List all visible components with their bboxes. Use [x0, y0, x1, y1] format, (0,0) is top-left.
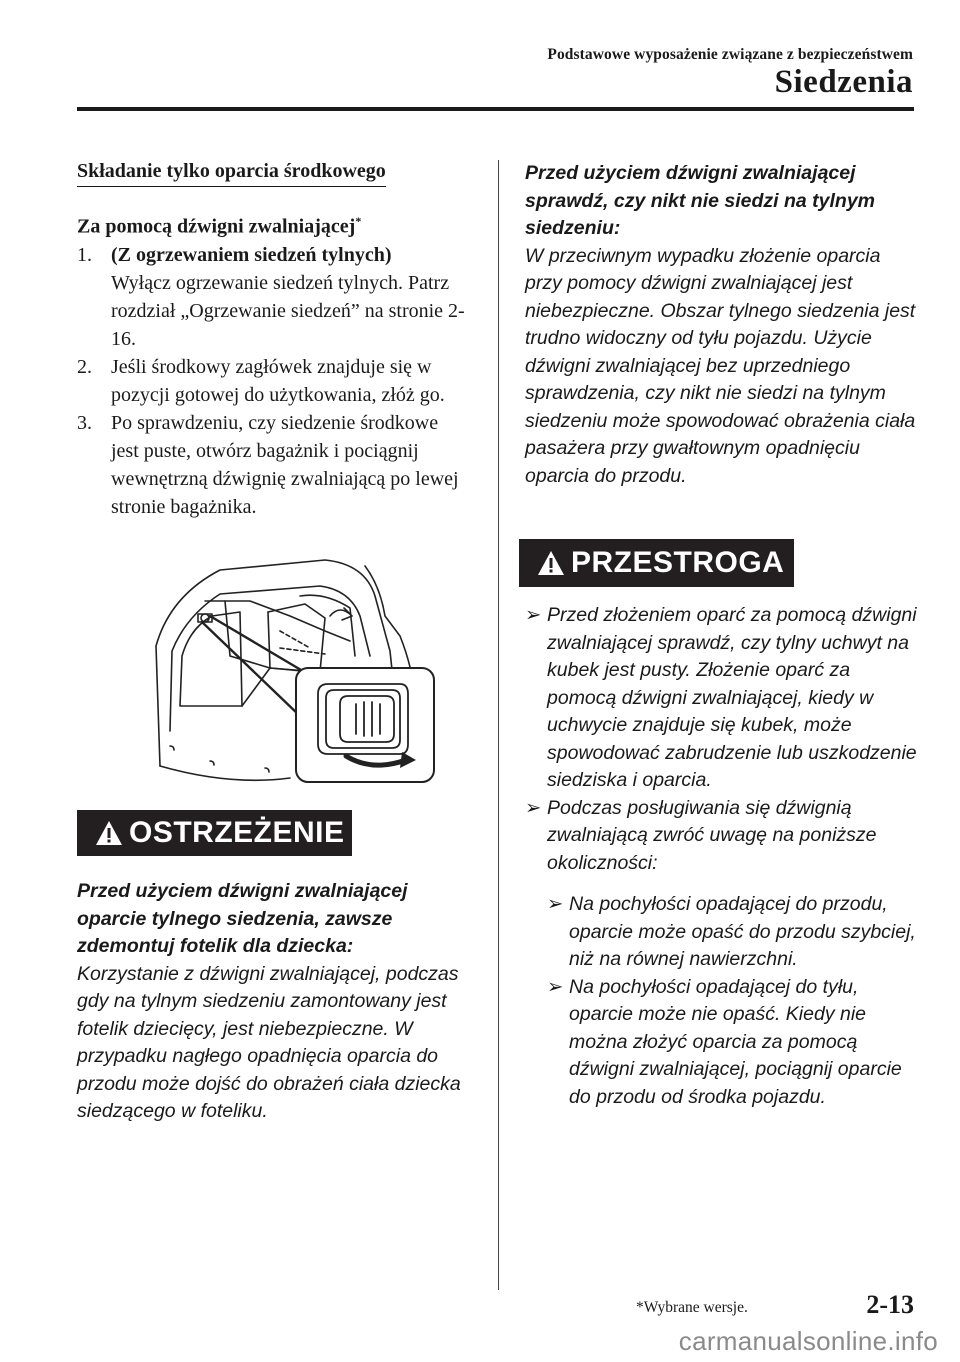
warning-heading: Przed użyciem dźwigni zwalniającej sprawdź, czy nikt nie siedzi na tylnym siedzeniu: [525, 162, 876, 239]
optional-equipment-mark: * [355, 214, 362, 228]
arrow-bullet-icon: ➢ [547, 975, 564, 998]
caution-sub-item-text: Na pochyłości opadającej do przodu, oparcie może opaść do przodu szybciej, niż na równej nawierzchni. [569, 893, 916, 970]
warning-label: OSTRZEŻENIE [129, 816, 345, 849]
trunk-release-lever-illustration [150, 556, 438, 788]
step-condition: (Z ogrzewaniem siedzeń tylnych) [111, 243, 392, 266]
running-header-title: Siedzenia [774, 64, 913, 100]
step-number: 3. [77, 411, 92, 434]
step-body: Wyłącz ogrzewanie siedzeń tylnych. Patrz rozdział „Ogrzewanie siedzeń” na stronie 2-16. [111, 271, 465, 350]
running-header-subtitle: Podstawowe wyposażenie związane z bezpieczeństwem [547, 46, 913, 63]
caution-item-text: Podczas posługiwania się dźwignią zwalniającą zwróć uwagę na poniższe okoliczności: [547, 796, 877, 874]
warning-body: Korzystanie z dźwigni zwalniającej, podczas gdy na tylnym siedzeniu zamontowany jest fotelik dziecięcy, jest niebezpieczne. W przypadku nagłego opadnięcia oparcia do przodu może dojść do obrażeń ciała dziecka siedzącego w foteliku. [77, 962, 461, 1122]
caution-sub-item [547, 974, 920, 1112]
caution-list [525, 602, 920, 1111]
step-text [111, 241, 469, 353]
warning-badge [77, 810, 352, 856]
left-column [77, 160, 469, 521]
caution-sub-item-text: Na pochyłości opadającej do tyłu, oparcie może nie opaść. Kiedy nie można złożyć oparcia za pomocą dźwigni zwalniającej, pociągnij oparcie do przodu od środka pojazdu. [569, 975, 902, 1108]
warning-continuation [525, 160, 920, 490]
caution-item [525, 795, 920, 878]
step-item [77, 241, 469, 353]
step-item [77, 409, 469, 521]
caution-badge [519, 539, 794, 587]
step-body: Jeśli środkowy zagłówek znajduje się w pozycji gotowej do użytkowania, złóż go. [111, 355, 445, 406]
watermark: carmanualsonline.info [678, 1326, 938, 1356]
section-title: Składanie tylko oparcia środkowego [77, 160, 386, 187]
caution-label: PRZESTROGA [571, 546, 785, 579]
column-divider [498, 160, 499, 1290]
warning-text [77, 878, 477, 1126]
step-number: 1. [77, 243, 92, 266]
caution-triangle-icon [537, 550, 565, 576]
step-body: Po sprawdzeniu, czy siedzenie środkowe jest puste, otwórz bagażnik i pociągnij wewnętrzną dźwignię zwalniającą po lewej stronie bagażnika. [111, 411, 459, 518]
footnote: *Wybrane wersje. [636, 1299, 748, 1316]
arrow-bullet-icon: ➢ [525, 796, 542, 819]
warning-triangle-icon [95, 820, 123, 846]
warning-body: W przeciwnym wypadku złożenie oparcia przy pomocy dźwigni zwalniającej jest niebezpieczne. Obszar tylnego siedzenia jest trudno widoczny od tyłu pojazdu. Użycie dźwigni zwalniającej bez uprzedniego sprawdzenia, czy nikt nie siedzi na tylnym siedzeniu może spowodować obrażenia ciała pasażera przy gwałtownym opadnięciu oparcia do przodu. [525, 244, 916, 487]
subheading [77, 207, 469, 241]
warning-heading: Przed użyciem dźwigni zwalniającej oparcie tylnego siedzenia, zawsze zdemontuj fotelik dla dziecka: [77, 880, 408, 957]
arrow-bullet-icon: ➢ [525, 604, 542, 626]
step-item [77, 353, 469, 409]
caution-item [525, 602, 920, 795]
arrow-bullet-icon: ➢ [547, 893, 564, 915]
caution-item-text: Przed złożeniem oparć za pomocą dźwigni zwalniającej sprawdź, czy tylny uchwyt na kubek jest pusty. Złożenie oparć za pomocą dźwigni zwalniającej, kiedy w uchwycie znajduje się kubek, może spowodować zabrudzenie lub uszkodzenie siedziska i oparcia. [547, 604, 917, 791]
step-number: 2. [77, 355, 92, 378]
page-number: 2-13 [866, 1290, 914, 1319]
header-rule [77, 107, 914, 111]
subheading-text: Za pomocą dźwigni zwalniającej [77, 215, 356, 238]
caution-sub-item [547, 891, 920, 974]
